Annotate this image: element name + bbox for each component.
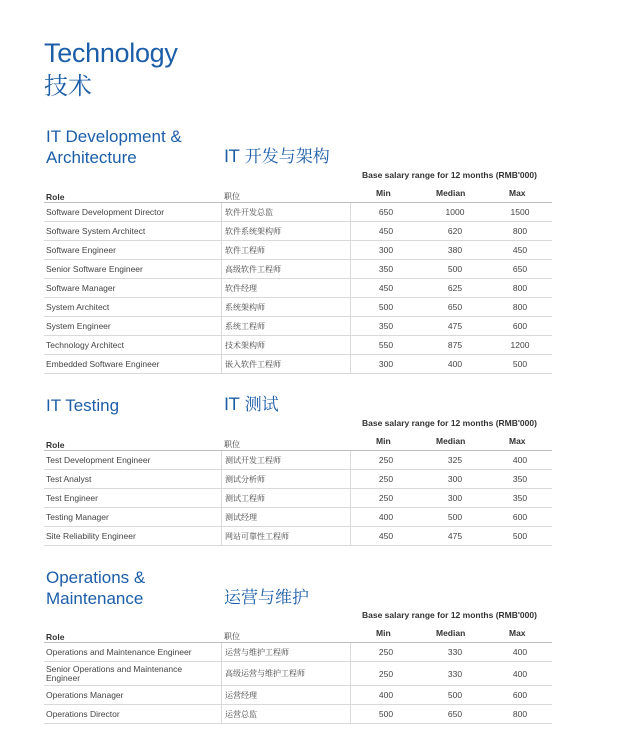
salary-range-label: Base salary range for 12 months (RMB'000) bbox=[362, 170, 537, 180]
section-title: Operations & Maintenance bbox=[46, 568, 146, 608]
min-salary-cell: 350 bbox=[350, 260, 421, 278]
table-row bbox=[44, 686, 552, 705]
header-max: Max bbox=[509, 628, 526, 638]
median-salary-cell: 475 bbox=[447, 531, 463, 541]
role-cell: Software Engineer bbox=[46, 244, 116, 255]
section-title: IT Development & Architecture bbox=[46, 127, 182, 167]
max-salary-cell: 350 bbox=[512, 474, 528, 484]
header-role: Role bbox=[46, 440, 65, 450]
role-chinese-cell: 系统工程师 bbox=[221, 317, 351, 335]
table-row bbox=[44, 298, 552, 317]
role-cell: Test Engineer bbox=[46, 492, 98, 503]
median-salary-cell: 400 bbox=[447, 359, 463, 369]
table-row bbox=[44, 527, 552, 546]
median-salary-cell: 325 bbox=[447, 455, 463, 465]
section-title-chinese: IT 测试 bbox=[224, 395, 279, 415]
max-salary-cell: 600 bbox=[512, 512, 528, 522]
role-chinese-cell: 高级运营与维护工程师 bbox=[221, 662, 351, 685]
min-salary-cell: 500 bbox=[350, 298, 421, 316]
role-chinese-cell: 软件经理 bbox=[221, 279, 351, 297]
median-salary-cell: 650 bbox=[447, 709, 463, 719]
role-cell: Technology Architect bbox=[46, 339, 124, 350]
role-cell: Test Development Engineer bbox=[46, 454, 151, 465]
table-row bbox=[44, 508, 552, 527]
max-salary-cell: 600 bbox=[512, 690, 528, 700]
median-salary-cell: 500 bbox=[447, 512, 463, 522]
min-salary-cell: 650 bbox=[350, 203, 421, 221]
max-salary-cell: 800 bbox=[512, 302, 528, 312]
role-chinese-cell: 软件工程师 bbox=[221, 241, 351, 259]
max-salary-cell: 400 bbox=[512, 647, 528, 657]
header-max: Max bbox=[509, 436, 526, 446]
median-salary-cell: 875 bbox=[447, 340, 463, 350]
role-chinese-cell: 网站可靠性工程师 bbox=[221, 527, 351, 545]
role-chinese-cell: 测试经理 bbox=[221, 508, 351, 526]
salary-range-label: Base salary range for 12 months (RMB'000) bbox=[362, 610, 537, 620]
min-salary-cell: 450 bbox=[350, 279, 421, 297]
table-row bbox=[44, 662, 552, 686]
min-salary-cell: 250 bbox=[350, 451, 421, 469]
table-row bbox=[44, 470, 552, 489]
role-cell: Software System Architect bbox=[46, 225, 146, 236]
role-chinese-cell: 测试工程师 bbox=[221, 489, 351, 507]
header-role-chinese: 职位 bbox=[224, 192, 240, 201]
role-cell: Test Analyst bbox=[46, 473, 92, 484]
table-row bbox=[44, 203, 552, 222]
table-row bbox=[44, 279, 552, 298]
header-role: Role bbox=[46, 192, 65, 202]
role-cell: Operations and Maintenance Engineer bbox=[46, 646, 192, 657]
role-chinese-cell: 测试分析师 bbox=[221, 470, 351, 488]
max-salary-cell: 450 bbox=[512, 245, 528, 255]
min-salary-cell: 350 bbox=[350, 317, 421, 335]
median-salary-cell: 475 bbox=[447, 321, 463, 331]
table-row bbox=[44, 317, 552, 336]
table-row bbox=[44, 451, 552, 470]
min-salary-cell: 250 bbox=[350, 662, 421, 685]
min-salary-cell: 500 bbox=[350, 705, 421, 723]
header-min: Min bbox=[376, 436, 391, 446]
median-salary-cell: 380 bbox=[447, 245, 463, 255]
header-median: Median bbox=[436, 188, 466, 198]
role-cell: Site Reliability Engineer bbox=[46, 530, 136, 541]
header-median: Median bbox=[436, 628, 466, 638]
role-chinese-cell: 软件系统架构师 bbox=[221, 222, 351, 240]
salary-table bbox=[44, 642, 552, 724]
median-salary-cell: 330 bbox=[447, 668, 463, 679]
min-salary-cell: 250 bbox=[350, 643, 421, 661]
header-median: Median bbox=[436, 436, 466, 446]
table-row bbox=[44, 489, 552, 508]
min-salary-cell: 550 bbox=[350, 336, 421, 354]
min-salary-cell: 400 bbox=[350, 508, 421, 526]
page-title: Technology bbox=[44, 38, 178, 68]
max-salary-cell: 1200 bbox=[510, 340, 530, 350]
table-row bbox=[44, 222, 552, 241]
max-salary-cell: 400 bbox=[512, 668, 528, 679]
section-title-chinese: IT 开发与架构 bbox=[224, 147, 330, 167]
min-salary-cell: 400 bbox=[350, 686, 421, 704]
max-salary-cell: 800 bbox=[512, 283, 528, 293]
role-chinese-cell: 运营与维护工程师 bbox=[221, 643, 351, 661]
role-cell: Operations Manager bbox=[46, 689, 124, 700]
role-chinese-cell: 测试开发工程师 bbox=[221, 451, 351, 469]
max-salary-cell: 350 bbox=[512, 493, 528, 503]
role-chinese-cell: 软件开发总监 bbox=[221, 203, 351, 221]
min-salary-cell: 450 bbox=[350, 527, 421, 545]
max-salary-cell: 400 bbox=[512, 455, 528, 465]
role-cell: Software Development Director bbox=[46, 206, 165, 217]
role-chinese-cell: 运营经理 bbox=[221, 686, 351, 704]
median-salary-cell: 620 bbox=[447, 226, 463, 236]
median-salary-cell: 650 bbox=[447, 302, 463, 312]
role-chinese-cell: 嵌入软件工程师 bbox=[221, 355, 351, 373]
median-salary-cell: 300 bbox=[447, 493, 463, 503]
max-salary-cell: 650 bbox=[512, 264, 528, 274]
median-salary-cell: 625 bbox=[447, 283, 463, 293]
header-role: Role bbox=[46, 632, 65, 642]
role-cell: Software Manager bbox=[46, 282, 116, 293]
header-role-chinese: 职位 bbox=[224, 440, 240, 449]
median-salary-cell: 500 bbox=[447, 690, 463, 700]
role-cell: Testing Manager bbox=[46, 511, 109, 522]
min-salary-cell: 250 bbox=[350, 470, 421, 488]
role-chinese-cell: 系统架构师 bbox=[221, 298, 351, 316]
table-row bbox=[44, 336, 552, 355]
table-row bbox=[44, 705, 552, 724]
median-salary-cell: 1000 bbox=[445, 207, 465, 217]
header-max: Max bbox=[509, 188, 526, 198]
header-min: Min bbox=[376, 188, 391, 198]
max-salary-cell: 1500 bbox=[510, 207, 530, 217]
max-salary-cell: 800 bbox=[512, 226, 528, 236]
salary-table bbox=[44, 202, 552, 374]
role-chinese-cell: 运营总监 bbox=[221, 705, 351, 723]
min-salary-cell: 300 bbox=[350, 355, 421, 373]
role-chinese-cell: 高级软件工程师 bbox=[221, 260, 351, 278]
role-cell: System Engineer bbox=[46, 320, 111, 331]
median-salary-cell: 500 bbox=[447, 264, 463, 274]
max-salary-cell: 500 bbox=[512, 531, 528, 541]
role-cell: Senior Software Engineer bbox=[46, 263, 143, 274]
header-role-chinese: 职位 bbox=[224, 632, 240, 641]
header-min: Min bbox=[376, 628, 391, 638]
role-chinese-cell: 技术架构师 bbox=[221, 336, 351, 354]
section-title: IT Testing bbox=[46, 396, 120, 415]
role-cell: System Architect bbox=[46, 301, 110, 312]
salary-range-label: Base salary range for 12 months (RMB'000) bbox=[362, 418, 537, 428]
section-title-chinese: 运营与维护 bbox=[224, 588, 309, 608]
median-salary-cell: 300 bbox=[447, 474, 463, 484]
table-row bbox=[44, 643, 552, 662]
max-salary-cell: 800 bbox=[512, 709, 528, 719]
max-salary-cell: 500 bbox=[512, 359, 528, 369]
table-row bbox=[44, 241, 552, 260]
role-cell: Senior Operations and Maintenance Engineer bbox=[46, 663, 183, 683]
salary-table bbox=[44, 450, 552, 546]
role-cell: Operations Director bbox=[46, 708, 120, 719]
role-cell: Embedded Software Engineer bbox=[46, 358, 160, 369]
page-title-chinese: 技术 bbox=[44, 72, 92, 100]
min-salary-cell: 450 bbox=[350, 222, 421, 240]
max-salary-cell: 600 bbox=[512, 321, 528, 331]
median-salary-cell: 330 bbox=[447, 647, 463, 657]
min-salary-cell: 300 bbox=[350, 241, 421, 259]
table-row bbox=[44, 260, 552, 279]
min-salary-cell: 250 bbox=[350, 489, 421, 507]
table-row bbox=[44, 355, 552, 374]
